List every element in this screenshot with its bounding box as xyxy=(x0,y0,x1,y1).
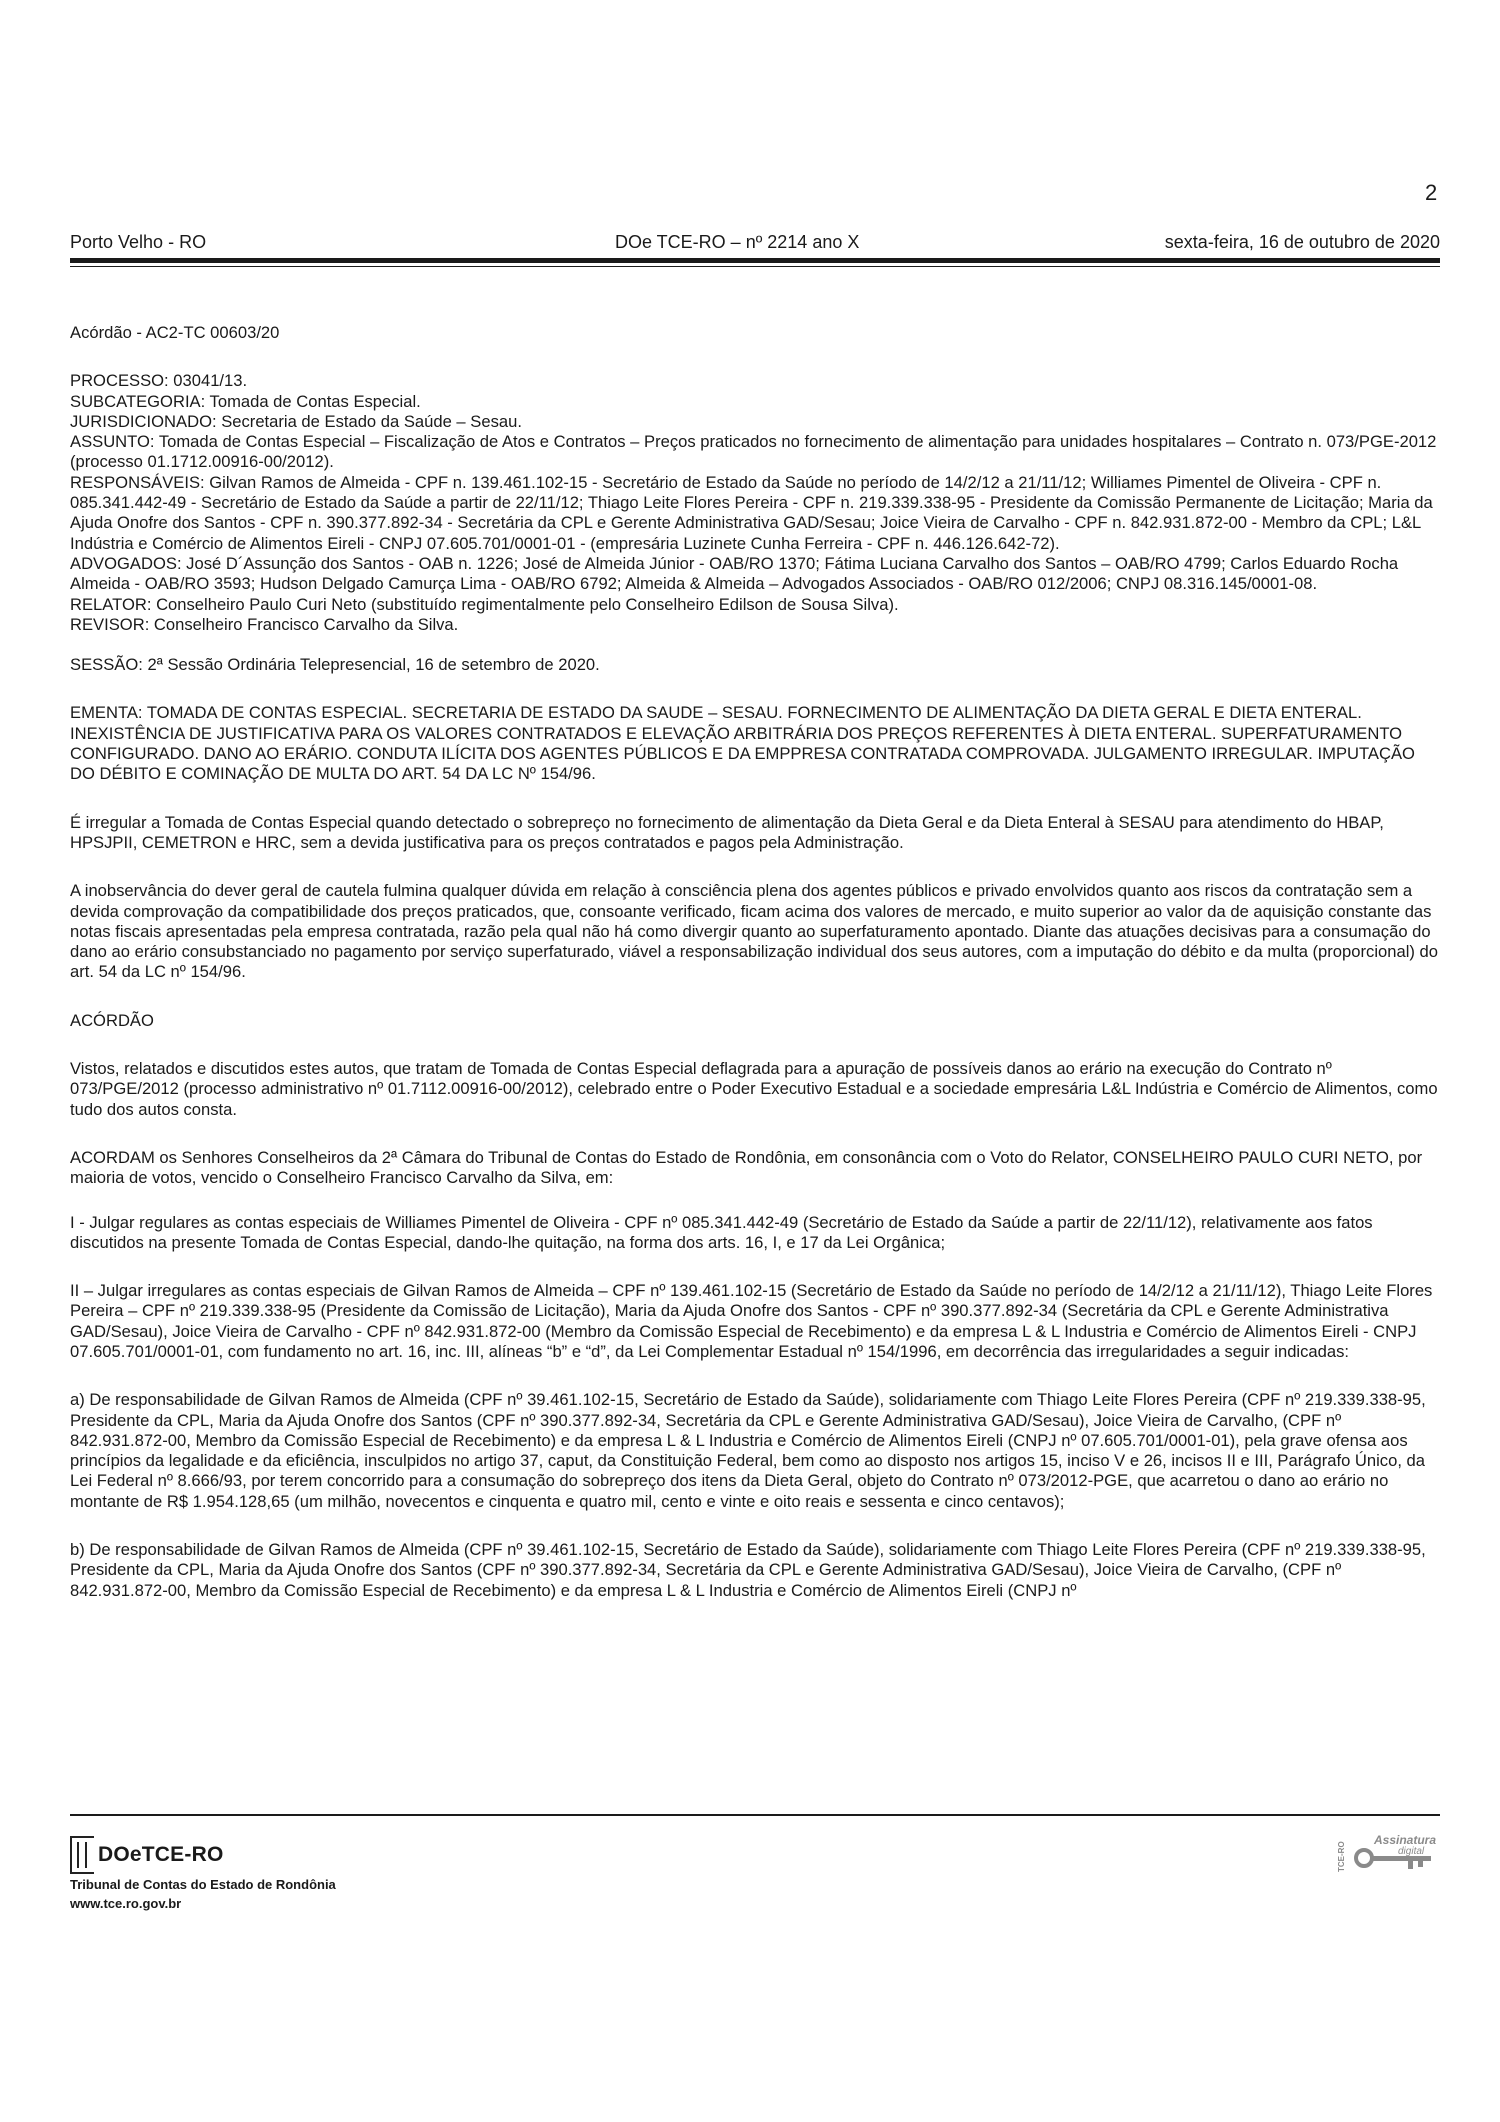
relator: RELATOR: Conselheiro Paulo Curi Neto (substituído regimentalmente pelo Conselheiro Edilson de Sousa Silva). xyxy=(70,594,899,614)
acordao-heading: ACÓRDÃO xyxy=(70,1010,154,1030)
header-rule-thin xyxy=(70,266,1440,267)
page-header xyxy=(70,232,1440,260)
seal-word-digital: digital xyxy=(1398,1846,1425,1857)
seal-org-text: TCE-RO xyxy=(1337,1841,1346,1872)
paragraph-irregular: É irregular a Tomada de Contas Especial quando detectado o sobrepreço no fornecimento de alimentação da Dieta Geral e da Dieta Enteral à SESAU para atendimento do HBAP, HPSJPII, CEMETRON e HRC, sem a devida justificativa para os preços contratados e pagos pela Administração. xyxy=(70,812,1384,852)
header-publication: DOe TCE-RO – nº 2214 ano X xyxy=(615,232,860,252)
advogados: ADVOGADOS: José D´Assunção dos Santos - OAB n. 1226; José de Almeida Júnior - OAB/RO 1370; Fátima Luciana Carvalho dos Santos – OAB/RO 4799; Carlos Eduardo Rocha Almeida - OAB/RO 3593; Hudson Delgado Camurça Lima - OAB/RO 6792; Almeida & Almeida – Advogados Associados - OAB/RO 012/2006; CNPJ 08.316.145/0001-08. xyxy=(70,553,1399,594)
page-number: 2 xyxy=(1425,180,1438,205)
footer-org-name: Tribunal de Contas do Estado de Rondônia xyxy=(70,1877,336,1892)
responsaveis: RESPONSÁVEIS: Gilvan Ramos de Almeida - CPF n. 139.461.102-15 - Secretário de Estado da Saúde no período de 14/2/12 a 21/11/12; Williames Pimentel de Oliveira - CPF n. 085.341.442-49 - Secretário de Estado da Saúde a partir de 22/11/12; Thiago Leite Flores Pereira - CPF n. 219.339.338-95 - Presidente da Comissão Permanente de Licitação; Maria da Ajuda Onofre dos Santos - CPF n. 390.377.892-34 - Secretária da CPL e Gerente Administrativa GAD/Sesau; Joice Vieira de Carvalho - CPF n. 842.931.872-00 - Membro da CPL; L&L Indústria e Comércio de Alimentos Eireli - CNPJ 07.605.701/0001-01 - (empresária Luzinete Cunha Ferreira - CPF n. 446.126.642-72). xyxy=(70,472,1433,553)
subcategoria: SUBCATEGORIA: Tomada de Contas Especial. xyxy=(70,391,421,411)
footer-url[interactable]: www.tce.ro.gov.br xyxy=(70,1896,182,1911)
building-icon xyxy=(70,1836,94,1874)
seal-word-assinatura: Assinatura xyxy=(1374,1833,1437,1847)
header-location: Porto Velho - RO xyxy=(70,232,207,252)
paragraph-acordam: ACORDAM os Senhores Conselheiros da 2ª Câmara do Tribunal de Contas do Estado de Rondônia, em consonância com o Voto do Relator, CONSELHEIRO PAULO CURI NETO, por maioria de votos, vencido o Conselheiro Francisco Carvalho da Silva, em: xyxy=(70,1147,1423,1188)
revisor: REVISOR: Conselheiro Francisco Carvalho da Silva. xyxy=(70,614,459,634)
footer-org xyxy=(70,1875,336,1913)
paragraph-vistos: Vistos, relatados e discutidos estes autos, que tratam de Tomada de Contas Especial deflagrada para a apuração de possíveis danos ao erário na execução do Contrato nº 073/PGE/2012 (processo administrativo nº 01.7112.00916-00/2012), celebrado entre o Poder Executivo Estadual e a sociedade empresária L&L Indústria e Comércio de Alimentos, como tudo dos autos consta. xyxy=(70,1059,1438,1119)
item-ii: II – Julgar irregulares as contas especiais de Gilvan Ramos de Almeida – CPF nº 139.461.102-15 (Secretário de Estado da Saúde no período de 14/2/12 a 21/11/12), Thiago Leite Flores Pereira – CPF nº 219.339.338-95 (Presidente da Comissão de Licitação), Maria da Ajuda Onofre dos Santos - CPF nº 390.377.892-34 (Secretária da CPL e Gerente Administrativa GAD/Sesau), Joice Vieira de Carvalho - CPF nº 842.931.872-00 (Membro da Comissão Especial de Recebimento) e da empresa L & L Industria e Comércio de Alimentos Eireli - CNPJ 07.605.701/0001-01, com fundamento no art. 16, inc. III, alíneas “b” e “d”, da Lei Complementar Estadual nº 154/1996, em decorrência das irregularidades a seguir indicadas: xyxy=(70,1281,1433,1361)
digital-signature-seal xyxy=(1338,1830,1442,1876)
footer-rule xyxy=(70,1814,1440,1816)
document-body xyxy=(70,323,1442,1601)
sessao: SESSÃO: 2ª Sessão Ordinária Telepresencial, 16 de setembro de 2020. xyxy=(70,655,600,675)
item-i: I - Julgar regulares as contas especiais de Williames Pimentel de Oliveira - CPF nº 085.341.442-49 (Secretário de Estado da Saúde a partir de 22/11/12), relativamente aos fatos discutidos na presente Tomada de Contas Especial, dando-lhe quitação, na forma dos arts. 16, I, e 17 da Lei Orgânica; xyxy=(70,1212,1373,1252)
footer-logo xyxy=(70,1836,223,1874)
header-date: sexta-feira, 16 de outubro de 2020 xyxy=(1164,232,1440,252)
paragraph-inobservancia: A inobservância do dever geral de cautela fulmina qualquer dúvida em relação à consciência plena dos agentes públicos e privado envolvidos quanto aos riscos da contratação sem a devida comprovação da compatibilidade dos preços praticados, que, consoante verificado, ficam acima dos valores de mercado, e muito superior ao valor da de aquisição constante das notas fiscais apresentadas pela empresa contratada, razão pela qual não há como divergir quanto ao superfaturamento apontado. Diante das atuações decisivas para a consumação do dano ao erário consubstanciado no pagamento por serviço superfaturado, viável a responsabilização individual dos seus autores, com a imputação do débito e da multa (proporcional) do art. 54 da LC nº 154/96. xyxy=(70,881,1438,982)
processo: PROCESSO: 03041/13. xyxy=(70,371,248,391)
ementa: EMENTA: TOMADA DE CONTAS ESPECIAL. SECRETARIA DE ESTADO DA SAUDE – SESAU. FORNECIMENTO DE ALIMENTAÇÃO DA DIETA GERAL E DIETA ENTERAL. INEXISTÊNCIA DE JUSTIFICATIVA PARA OS VALORES CONTRATADOS E ELEVAÇÃO ARBITRÁRIA DOS PREÇOS REFERENTES À DIETA ENTERAL. SUPERFATURAMENTO CONFIGURADO. DANO AO ERÁRIO. CONDUTA ILÍCITA DOS AGENTES PÚBLICOS E DA EMPPRESA CONTRATADA COMPROVADA. JULGAMENTO IRREGULAR. IMPUTAÇÃO DO DÉBITO E COMINAÇÃO DE MULTA DO ART. 54 DA LC Nº 154/96. xyxy=(70,703,1415,784)
assunto: ASSUNTO: Tomada de Contas Especial – Fiscalização de Atos e Contratos – Preços praticados no fornecimento de alimentação para unidades hospitalares – Contrato n. 073/PGE-2012 (processo 01.1712.00916-00/2012). xyxy=(70,432,1437,472)
document-title: Acórdão - AC2-TC 00603/20 xyxy=(70,323,280,342)
item-a: a) De responsabilidade de Gilvan Ramos de Almeida (CPF nº 39.461.102-15, Secretário de Estado da Saúde), solidariamente com Thiago Leite Flores Pereira (CPF nº 219.339.338-95, Presidente da CPL, Maria da Ajuda Onofre dos Santos (CPF nº 390.377.892-34, Secretária da CPL e Gerente Administrativa GAD/Sesau), Joice Vieira de Carvalho, (CPF nº 842.931.872-00, Membro da Comissão Especial de Recebimento) e da empresa L & L Industria e Comércio de Alimentos Eireli (CNPJ nº 07.605.701/0001-01), pela grave ofensa aos princípios da legalidade e da eficiência, insculpidos no artigo 37, caput, da Constituição Federal, bem como ao disposto nos artigos 15, inciso V e 26, incisos II e III, Parágrafo Único, da Lei Federal nº 8.666/93, por terem concorrido para a consumação do sobrepreço dos itens da Dieta Geral, objeto do Contrato nº 073/2012-PGE, que acarretou o dano ao erário no montante de R$ 1.954.128,65 (um milhão, novecentos e cinquenta e quatro mil, cento e vinte e oito reais e sessenta e cinco centavos); xyxy=(70,1390,1426,1511)
jurisdicionado: JURISDICIONADO: Secretaria de Estado da Saúde – Sesau. xyxy=(70,411,522,431)
item-b: b) De responsabilidade de Gilvan Ramos de Almeida (CPF nº 39.461.102-15, Secretário de Estado da Saúde), solidariamente com Thiago Leite Flores Pereira (CPF nº 219.339.338-95, Presidente da CPL, Maria da Ajuda Onofre dos Santos (CPF nº 390.377.892-34, Secretária da CPL e Gerente Administrativa GAD/Sesau), Joice Vieira de Carvalho, (CPF nº 842.931.872-00, Membro da Comissão Especial de Recebimento) e da empresa L & L Industria e Comércio de Alimentos Eireli (CNPJ nº xyxy=(70,1540,1426,1600)
header-rule-thick xyxy=(70,258,1440,263)
logo-text: DOeTCE-RO xyxy=(98,1843,224,1866)
